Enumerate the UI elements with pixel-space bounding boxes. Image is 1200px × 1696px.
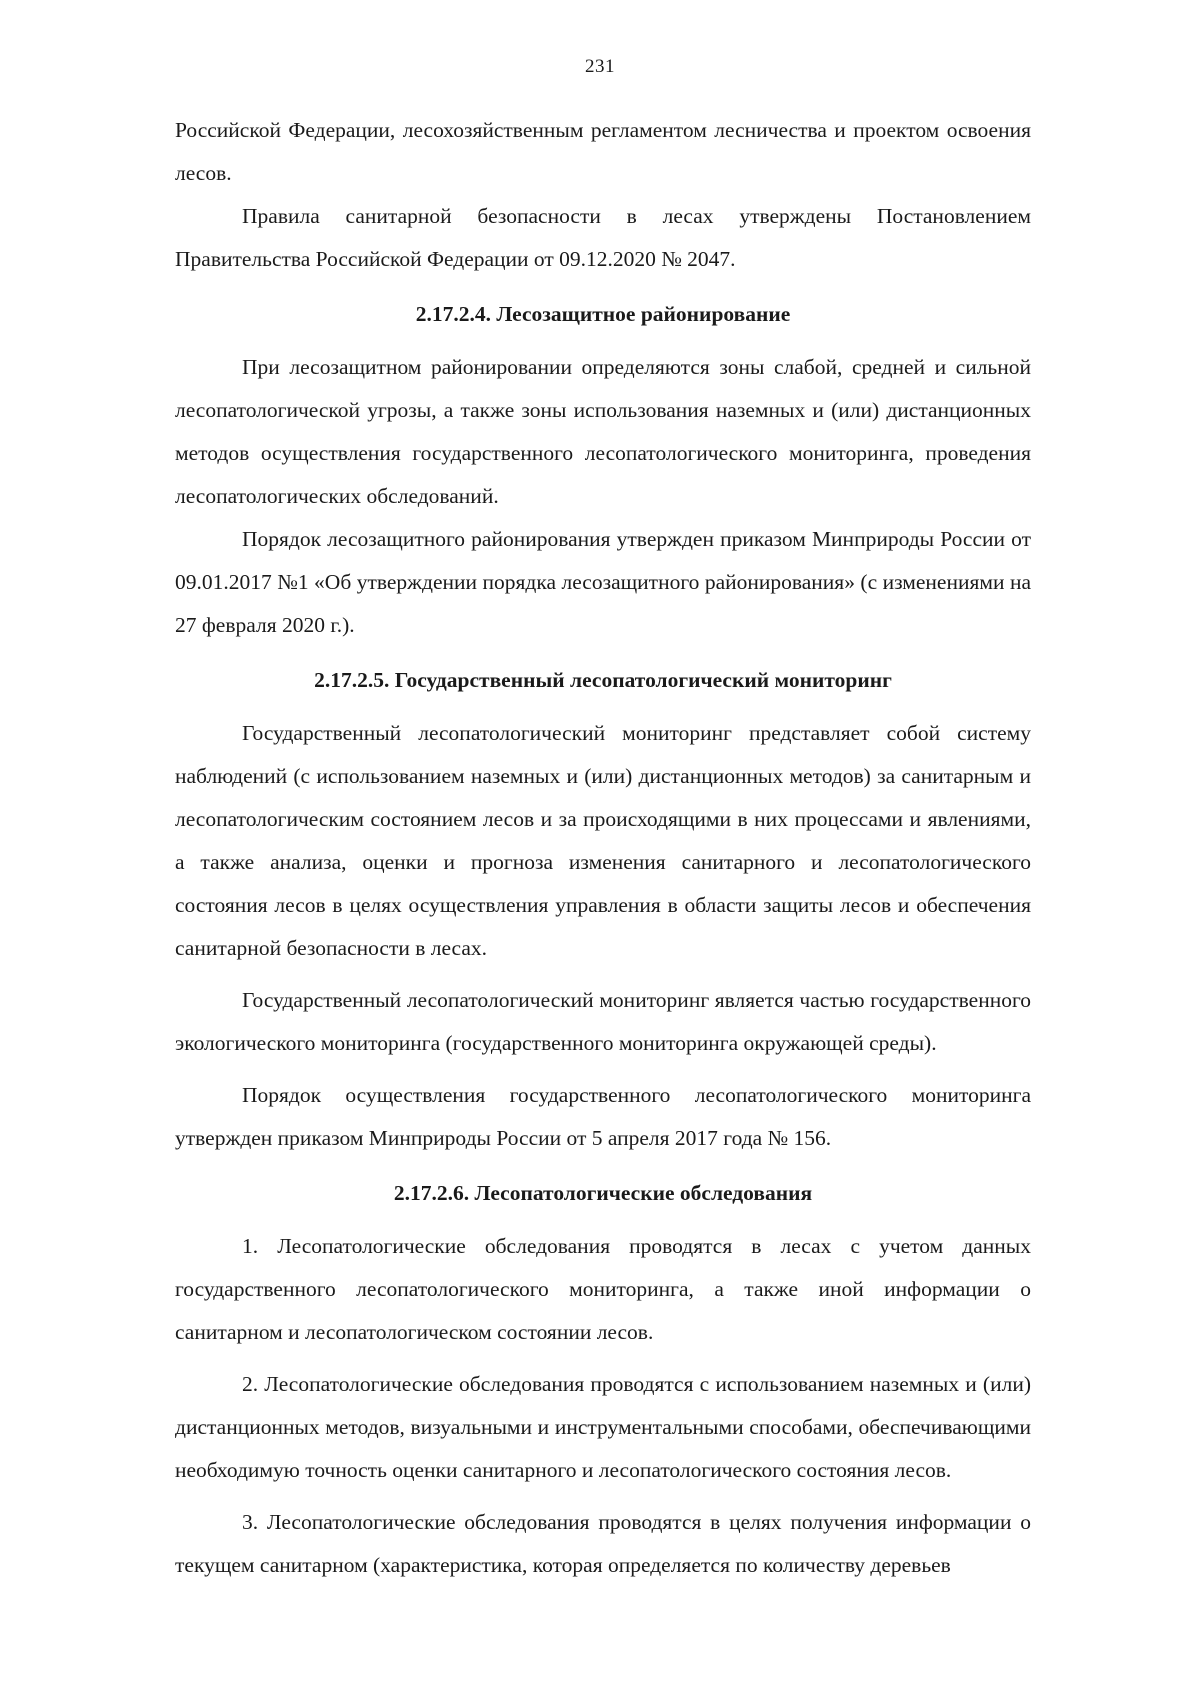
section-heading-2-17-2-6: 2.17.2.6. Лесопатологические обследования <box>393 1181 813 1205</box>
paragraph-survey-item-1: 1. Лесопатологические обследования проводятся в лесах с учетом данных государственного лесопатологического мониторинга, а также иной информации о санитарном и лесопатологическом состоянии лесов. <box>175 1234 1031 1344</box>
paragraph-monitoring-order: Порядок осуществления государственного лесопатологического мониторинга утвержден приказом Минприроды России от 5 апреля 2017 года № 156. <box>175 1083 1031 1150</box>
paragraph-continuation: Российской Федерации, лесохозяйственным регламентом лесничества и проектом освоения лесов. <box>175 118 1031 185</box>
paragraph-monitoring-part: Государственный лесопатологический мониторинг является частью государственного экологического мониторинга (государственного мониторинга окружающей среды). <box>175 988 1031 1055</box>
paragraph-sanitary-rules: Правила санитарной безопасности в лесах утверждены Постановлением Правительства Российской Федерации от 09.12.2020 № 2047. <box>175 204 1031 271</box>
paragraph-survey-item-3: 3. Лесопатологические обследования проводятся в целях получения информации о текущем санитарном (характеристика, которая определяется по количеству деревьев <box>175 1510 1031 1577</box>
section-heading-2-17-2-5: 2.17.2.5. Государственный лесопатологический мониторинг <box>314 668 892 692</box>
document-body <box>175 109 1031 1587</box>
paragraph-monitoring-definition: Государственный лесопатологический мониторинг представляет собой систему наблюдений (с использованием наземных и (или) дистанционных методов) за санитарным и лесопатологическим состоянием лесов и за происходящими в них процессами и явлениями, а также анализа, оценки и прогноза изменения санитарного и лесопатологического состояния лесов в целях осуществления управления в области защиты лесов и обеспечения санитарной безопасности в лесах. <box>175 721 1031 960</box>
paragraph-survey-item-2: 2. Лесопатологические обследования проводятся с использованием наземных и (или) дистанционных методов, визуальными и инструментальными способами, обеспечивающими необходимую точность оценки санитарного и лесопатологического состояния лесов. <box>175 1372 1031 1482</box>
section-heading-2-17-2-4: 2.17.2.4. Лесозащитное районирование <box>415 302 791 326</box>
paragraph-zoning-order: Порядок лесозащитного районирования утвержден приказом Минприроды России от 09.01.2017 №1 «Об утверждении порядка лесозащитного районирования» (с изменениями на 27 февраля 2020 г.). <box>175 527 1031 637</box>
paragraph-zoning-definition: При лесозащитном районировании определяются зоны слабой, средней и сильной лесопатологической угрозы, а также зоны использования наземных и (или) дистанционных методов осуществления государственного лесопатологического мониторинга, проведения лесопатологических обследований. <box>175 355 1031 508</box>
page-number: 231 <box>585 56 615 77</box>
